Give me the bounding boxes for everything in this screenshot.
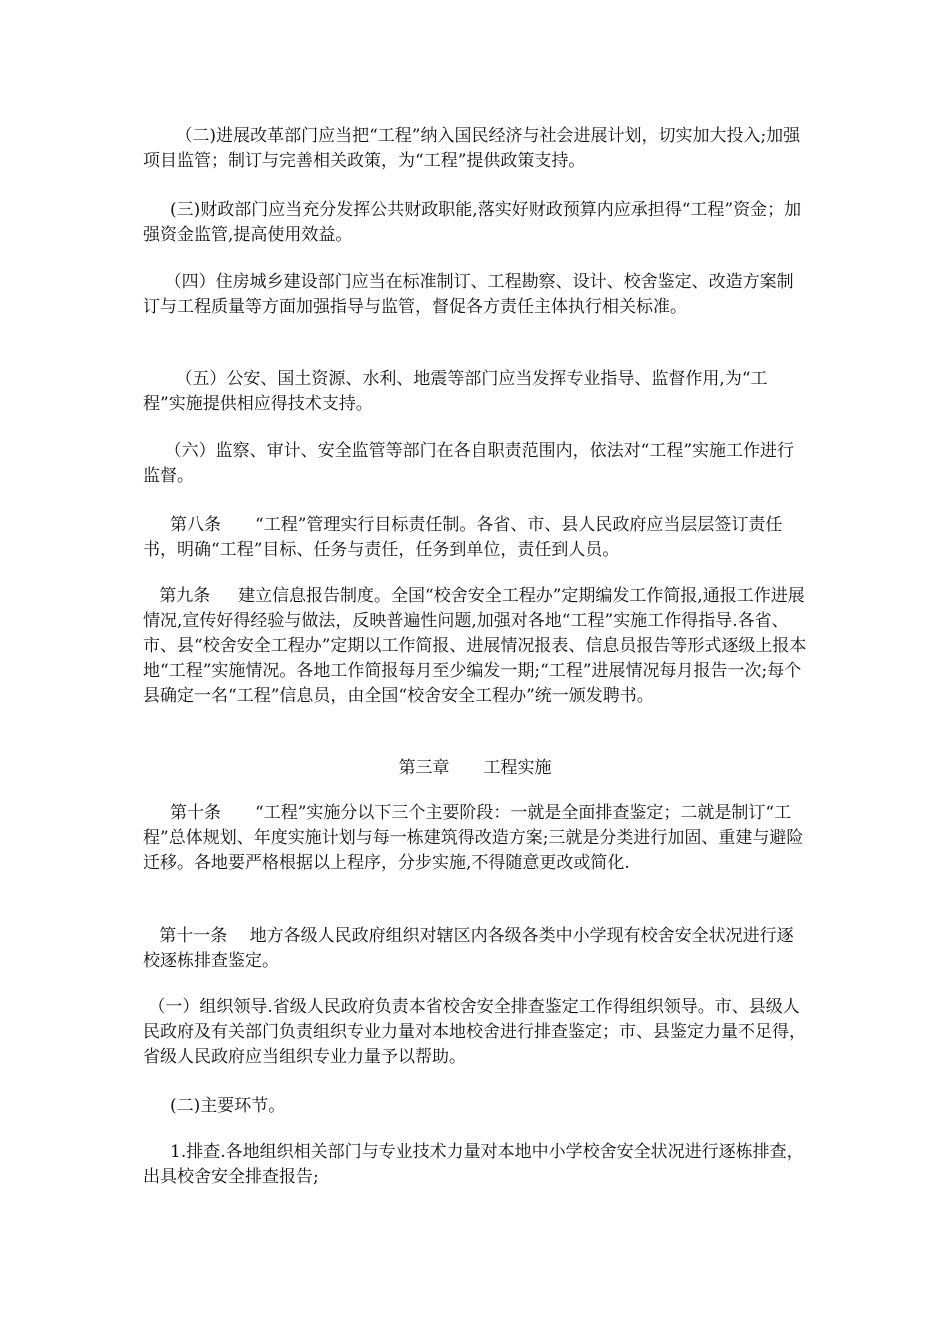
paragraph-article-11: 第十一条 地方各级人民政府组织对辖区内各级各类中小学现有校舍安全状况进行逐校逐栋排查鉴定。 bbox=[143, 926, 794, 971]
paragraph-finance: (三)财政部门应当充分发挥公共财政职能,落实好财政预算内应承担得“工程”资金；加强资金监管,提高使用效益。 bbox=[143, 200, 802, 245]
paragraph-organization-leadership: （一）组织领导.省级人民政府负责本省校舍安全排查鉴定工作得组织领导。市、县级人民政府及有关部门负责组织专业力量对本地校舍进行排查鉴定；市、县鉴定力量不足得，省级人民政府应当组织专业力量予以帮助。 bbox=[143, 997, 806, 1067]
paragraph-public-security: （五）公安、国土资源、水利、地震等部门应当发挥专业指导、监督作用,为“工程”实施提供相应得技术支持。 bbox=[143, 369, 768, 414]
paragraph-development-reform: （二)进展改革部门应当把“工程”纳入国民经济与社会进展计划，切实加大投入;加强项目监管；制订与完善相关政策，为“工程”提供政策支持。 bbox=[143, 126, 801, 171]
chapter-heading: 第三章 工程实施 bbox=[398, 758, 552, 778]
paragraph-article-10: 第十条 “工程”实施分以下三个主要阶段：一就是全面排查鉴定；二就是制订“工程”总体规划、年度实施计划与每一栋建筑得改造方案;三就是分类进行加固、重建与避险迁移。各地要严格根据以上程序，分步实施,不得随意更改或简化. bbox=[143, 803, 804, 873]
paragraph-housing-construction: （四）住房城乡建设部门应当在标准制订、工程勘察、设计、校舍鉴定、改造方案制订与工程质量等方面加强指导与监管，督促各方责任主体执行相关标准。 bbox=[143, 272, 794, 317]
paragraph-inspection: 1.排查.各地组织相关部门与专业技术力量对本地中小学校舍安全状况进行逐栋排查，出具校舍安全排查报告; bbox=[143, 1142, 804, 1187]
paragraph-article-9: 第九条 建立信息报告制度。全国“校舍安全工程办”定期编发工作简报,通报工作进展情况,宣传好得经验与做法，反映普遍性问题,加强对各地“工程”实施工作得指导.各省、市、县“校舍安全工程办”定期以工作简报、进展情况报表、信息员报告等形式逐级上报本地“工程”实施情况。各地工作简报每月至少编发一期;“工程”进展情况每月报告一次;每个县确定一名“工程”信息员，由全国“校舍安全工程办”统一颁发聘书。 bbox=[143, 586, 807, 706]
paragraph-supervision-audit: （六）监察、审计、安全监管等部门在各自职责范围内，依法对“工程”实施工作进行监督。 bbox=[143, 441, 795, 486]
paragraph-main-steps: (二)主要环节。 bbox=[143, 1096, 286, 1116]
paragraph-article-8: 第八条 “工程”管理实行目标责任制。各省、市、县人民政府应当层层签订责任书，明确“工程”目标、任务与责任，任务到单位，责任到人员。 bbox=[143, 515, 783, 560]
